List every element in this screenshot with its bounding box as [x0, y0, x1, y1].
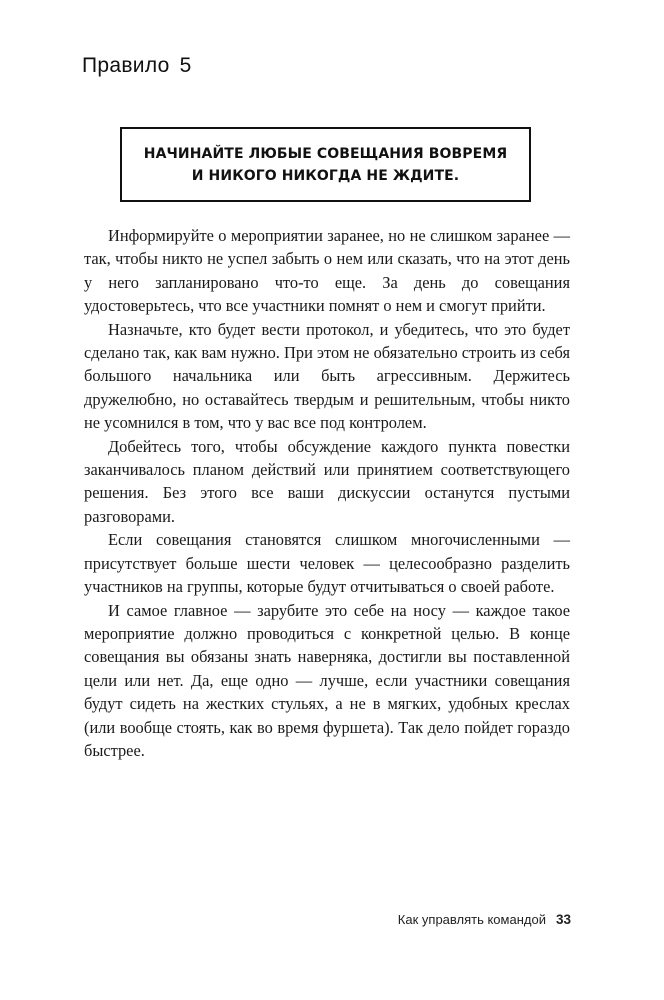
paragraph-1: Информируйте о мероприятии заранее, но не слишком заранее — так, чтобы никто не успел забыть о нем или сказать, что на этот день у него запланировано что-то еще. За день до совещания удостоверьтесь, что все участники помнят о нем и смогут прийти.: [84, 226, 570, 316]
paragraph-5: И самое главное — зарубите это себе на носу — каждое такое мероприятие должно проводиться с конкретной целью. В конце совещания вы обязаны знать наверняка, достигли вы поставленной цели или нет. Да, еще одно — лучше, если участники совещания будут сидеть на жестких стульях, а не в мягких, удобных креслах (или вообще стоять, как во время фуршета). Так дело пойдет гораздо быстрее.: [84, 600, 570, 760]
callout-line-1: НАЧИНАЙТЕ ЛЮБЫЕ СОВЕЩАНИЯ ВОВРЕМЯ: [143, 145, 508, 162]
paragraph-3: Добейтесь того, чтобы обсуждение каждого пункта повестки заканчивалось планом действий или принятием соответствующего решения. Без этого все ваши дискуссии останутся пустыми разговорами.: [84, 436, 570, 526]
rule-number: 5: [179, 54, 192, 77]
paragraph-4: Если совещания становятся слишком многочисленными — присутствует больше шести человек — целесообразно разделить участников на группы, которые будут отчитываться о своей работе.: [84, 530, 570, 597]
paragraph-2: Назначьте, кто будет вести протокол, и убедитесь, что это будет сделано так, как вам нужно. При этом не обязательно строить из себя большого начальника или быть агрессивным. Держитесь дружелюбно, но оставайтесь твердым и решительным, чтобы никто не усомнился в том, что у вас все под контролем.: [84, 319, 570, 433]
callout-line-2: И НИКОГО НИКОГДА НЕ ЖДИТЕ.: [191, 167, 460, 184]
rule-word: Правило: [82, 54, 170, 77]
running-title: Как управлять командой: [397, 912, 546, 927]
rule-heading: [82, 54, 192, 78]
page-number: 33: [555, 912, 571, 927]
body-text: [84, 224, 570, 762]
page-footer: [398, 912, 571, 927]
rule-callout-box: [120, 127, 531, 202]
